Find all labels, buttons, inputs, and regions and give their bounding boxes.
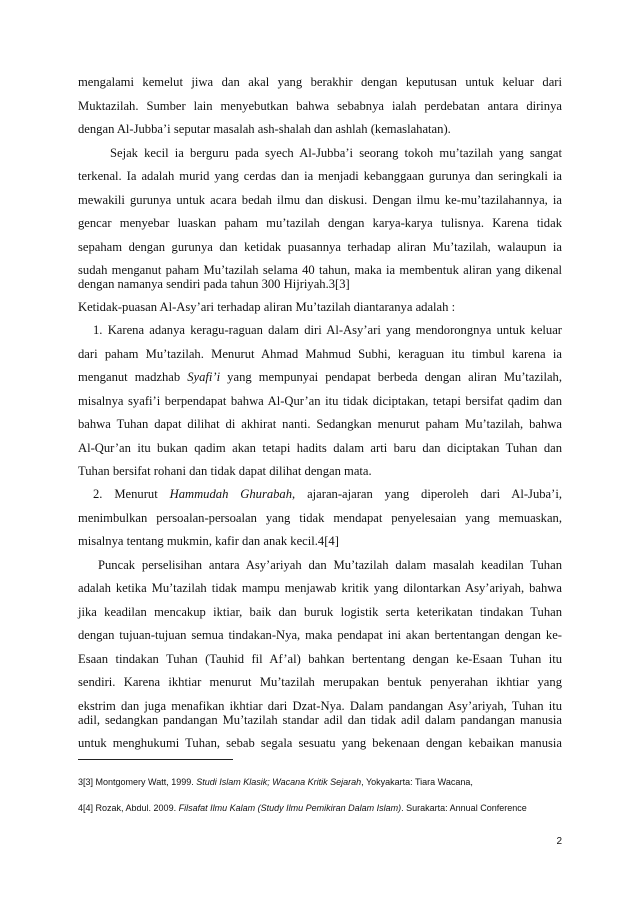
italic-term: Hammudah Ghurabah [169, 487, 293, 501]
body-line: dari paham Mu’tazilah. Menurut Ahmad Mahmud Subhi, keraguan itu timbul karena ia [78, 347, 562, 361]
footnote-4 [78, 802, 562, 814]
body-line: menimbulkan persoalan-persoalan yang tidak mendapat penyelesaian yang memuaskan, [78, 511, 562, 525]
body-line: mengalami kemelut jiwa dan akal yang berakhir dengan keputusan untuk keluar dari [78, 75, 562, 89]
footnote-text: 3[3] Montgomery Watt, 1999. [78, 777, 197, 787]
footnote-text: 4[4] Rozak, Abdul. 2009. [78, 803, 179, 813]
list-item-1-line: 1. Karena adanya keragu-raguan dalam diri Al-Asy’ari yang mendorongnya untuk keluar [93, 323, 562, 337]
footnote-title: Studi Islam Klasik; Wacana Kritik Sejarah [196, 777, 362, 787]
body-text: menganut madzhab [78, 370, 188, 384]
body-line: dengan tujuan-tujuan semua tindakan-Nya, maka pendapat ini akan bertentangan dengan ke- [78, 628, 562, 642]
body-line: sudah menganut paham Mu’tazilah selama 40 tahun, maka ia membentuk aliran yang dikenal [78, 263, 562, 277]
list-item-2-line [93, 486, 562, 502]
body-line: ekstrim dan juga menafikan ikhtiar dari Dzat-Nya. Dalam pandangan Asy’ariyah, Tuhan itu [78, 699, 562, 713]
footnote-separator [78, 759, 233, 760]
footnote-text: . Surakarta: Annual Conference [401, 803, 527, 813]
body-line: misalnya tentang mukmin, kafir dan anak kecil.4[4] [78, 534, 339, 548]
body-line: mewakili gurunya untuk acara bedah ilmu dan diskusi. Dengan ilmu ke-mu’tazilahannya, ia [78, 193, 562, 207]
body-line: bahwa Tuhan dapat dilihat di akhirat nanti. Sedangkan menurut paham Mu’tazilah, bahwa [78, 417, 562, 431]
body-line: terkenal. Ia adalah murid yang cerdas dan ia menjadi kebanggaan gurunya dan seringkali ia [78, 169, 562, 183]
footnote-3 [78, 776, 562, 788]
body-line: gencar menyebar luaskan paham mu’tazilah dengan karya-karya tulisnya. Karena tidak [78, 216, 562, 230]
body-line: Esaan tindakan Tuhan (Tauhid fil Af’al) bahkan bertentang dengan ke-Esaan Tuhan itu [78, 652, 562, 666]
body-line: dengan namanya sendiri pada tahun 300 Hijriyah.3[3] [78, 277, 350, 291]
body-line: jika keadilan mencakup iktiar, baik dan buruk logistik serta keterikatan tindakan Tuhan [78, 605, 562, 619]
body-line: sepaham dengan gurunya dan ketidak puasannya terhadap aliran Mu’tazilah, walaupun ia [78, 240, 562, 254]
body-line: Sejak kecil ia berguru pada syech Al-Jubba’i seorang tokoh mu’tazilah yang sangat [110, 146, 562, 160]
italic-term: Syafi’i [187, 370, 221, 384]
body-line [78, 369, 562, 385]
body-line: Al-Qur’an itu bukan qadim akan tetapi hadits dalam arti baru dan diciptakan Tuhan dan [78, 441, 562, 455]
body-line: Ketidak-puasan Al-Asy’ari terhadap aliran Mu’tazilah diantaranya adalah : [78, 300, 456, 314]
body-text: yang mempunyai pendapat berbeda dengan aliran Mu’tazilah, [220, 370, 562, 384]
body-line: sendiri. Karena ikhtiar menurut Mu’tazilah merupakan bentuk penyerahan ikhtiar yang [78, 675, 562, 689]
body-line: adil, sedangkan pandangan Mu’tazilah standar adil dan tidak adil dalam pandangan manusia [78, 713, 562, 727]
body-line: untuk menghukumi Tuhan, sebab segala sesuatu yang bekenaan dengan kebaikan manusia [78, 736, 562, 750]
footnote-title: Filsafat Ilmu Kalam (Study Ilmu Pemikiran Dalam Islam) [178, 803, 402, 813]
body-line: Muktazilah. Sumber lain menyebutkan bahwa sebabnya ialah perdebatan antara dirinya [78, 99, 562, 113]
body-line: Puncak perselisihan antara Asy’ariyah dan Mu’tazilah dalam masalah keadilan Tuhan [98, 558, 562, 572]
footnote-text: , Yokyakarta: Tiara Wacana, [361, 777, 473, 787]
body-line: misalnya syafi’i berpendapat bahwa Al-Qur’an itu tidak diciptakan, tetapi bersifat qadim dan [78, 394, 562, 408]
body-line: Tuhan bersifat rohani dan tidak dapat dilihat dengan mata. [78, 464, 372, 478]
body-text: , ajaran-ajaran yang diperoleh dari Al-Juba’i, [292, 487, 562, 501]
page-number: 2 [556, 836, 562, 847]
body-line: dengan Al-Jubba’i seputar masalah ash-shalah dan ashlah (kemaslahatan). [78, 122, 451, 136]
body-text: 2. Menurut [93, 487, 170, 501]
body-line: adalah ketika Mu’tazilah tidak mampu menjawab kritik yang dilontarkan Asy’ariyah, bahwa [78, 581, 562, 595]
